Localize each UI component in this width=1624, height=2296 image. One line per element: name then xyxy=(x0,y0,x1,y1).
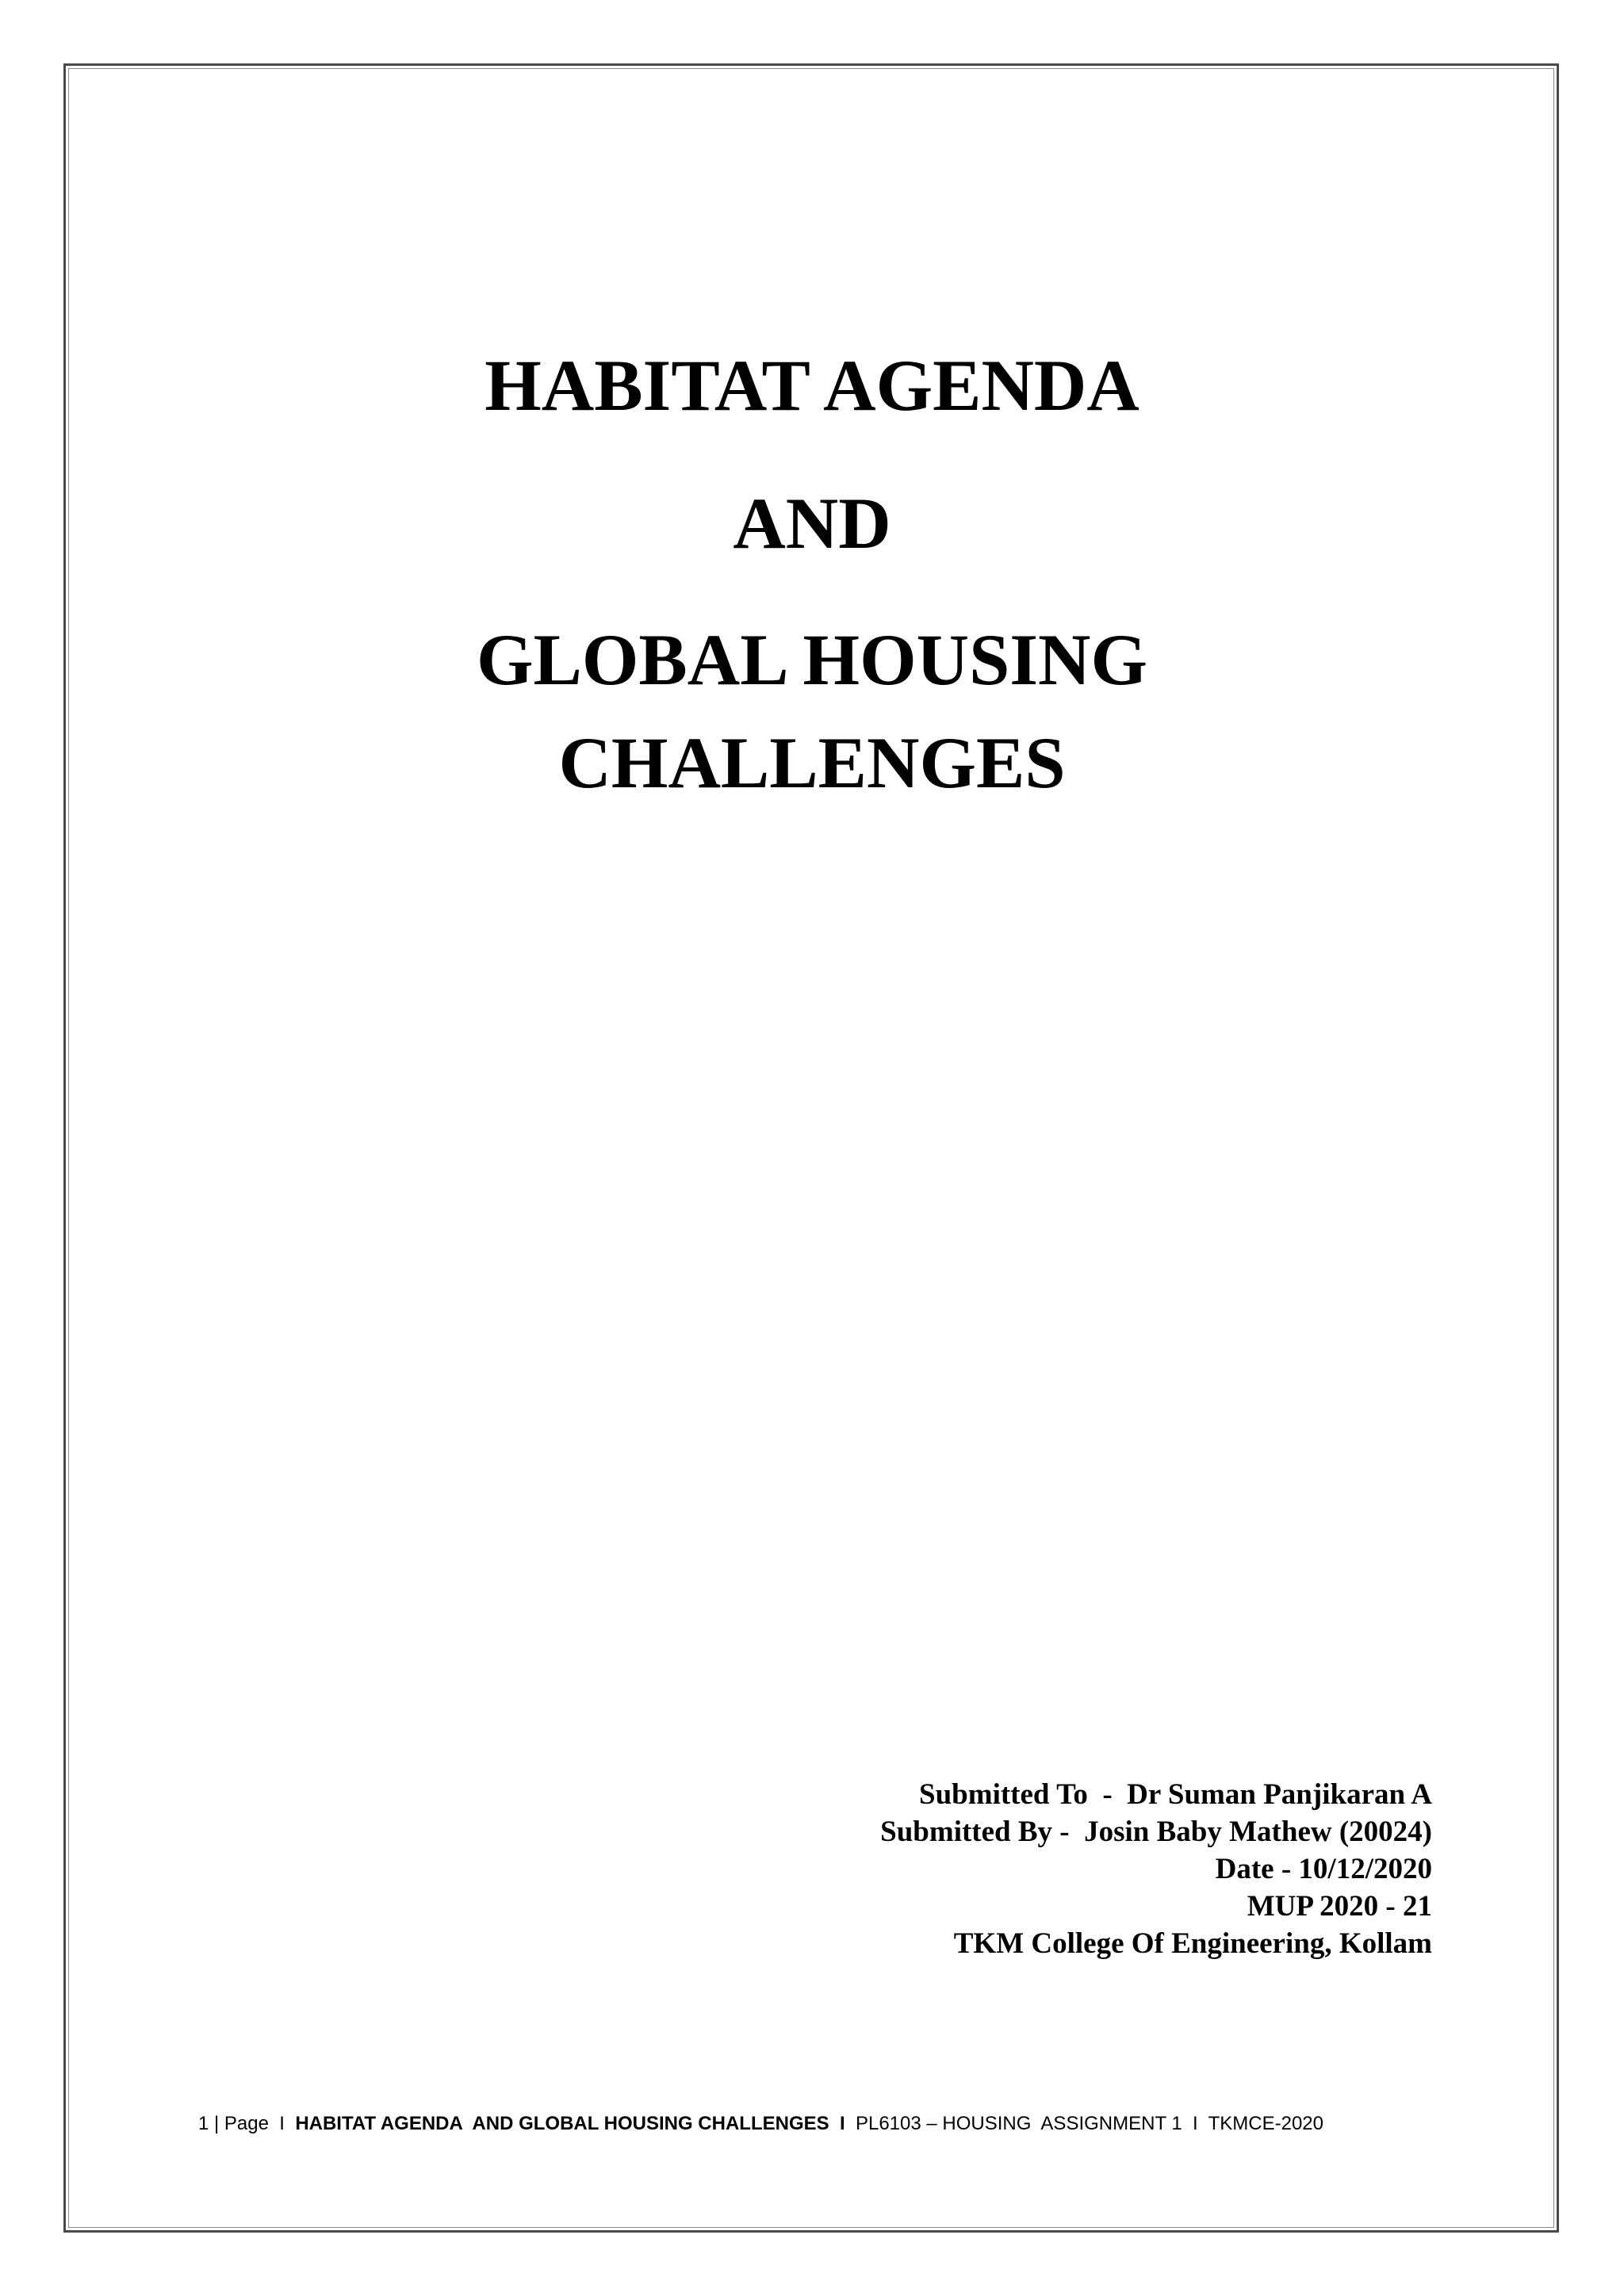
submission-details xyxy=(880,1776,1432,1962)
footer-page-number: 1 | Page I xyxy=(198,2113,296,2134)
program: MUP 2020 - 21 xyxy=(1247,1890,1432,1923)
footer-doc-title: HABITAT AGENDA AND GLOBAL HOUSING CHALLENGES I xyxy=(295,2113,845,2134)
page-footer xyxy=(198,2112,1323,2136)
title-line-2: AND xyxy=(733,483,891,564)
institution: TKM College Of Engineering, Kollam xyxy=(953,1927,1432,1960)
title-line-4: CHALLENGES xyxy=(558,722,1066,803)
title-line-3: GLOBAL HOUSING xyxy=(476,619,1148,700)
document-title xyxy=(0,345,1624,803)
submission-date: Date - 10/12/2020 xyxy=(1215,1853,1432,1885)
title-line-1: HABITAT AGENDA xyxy=(485,345,1139,426)
footer-course-info: PL6103 – HOUSING ASSIGNMENT 1 I TKMCE-2020 xyxy=(845,2113,1323,2134)
submitted-by: Submitted By - Josin Baby Mathew (20024) xyxy=(880,1816,1432,1848)
submitted-to: Submitted To - Dr Suman Panjikaran A xyxy=(919,1778,1432,1811)
